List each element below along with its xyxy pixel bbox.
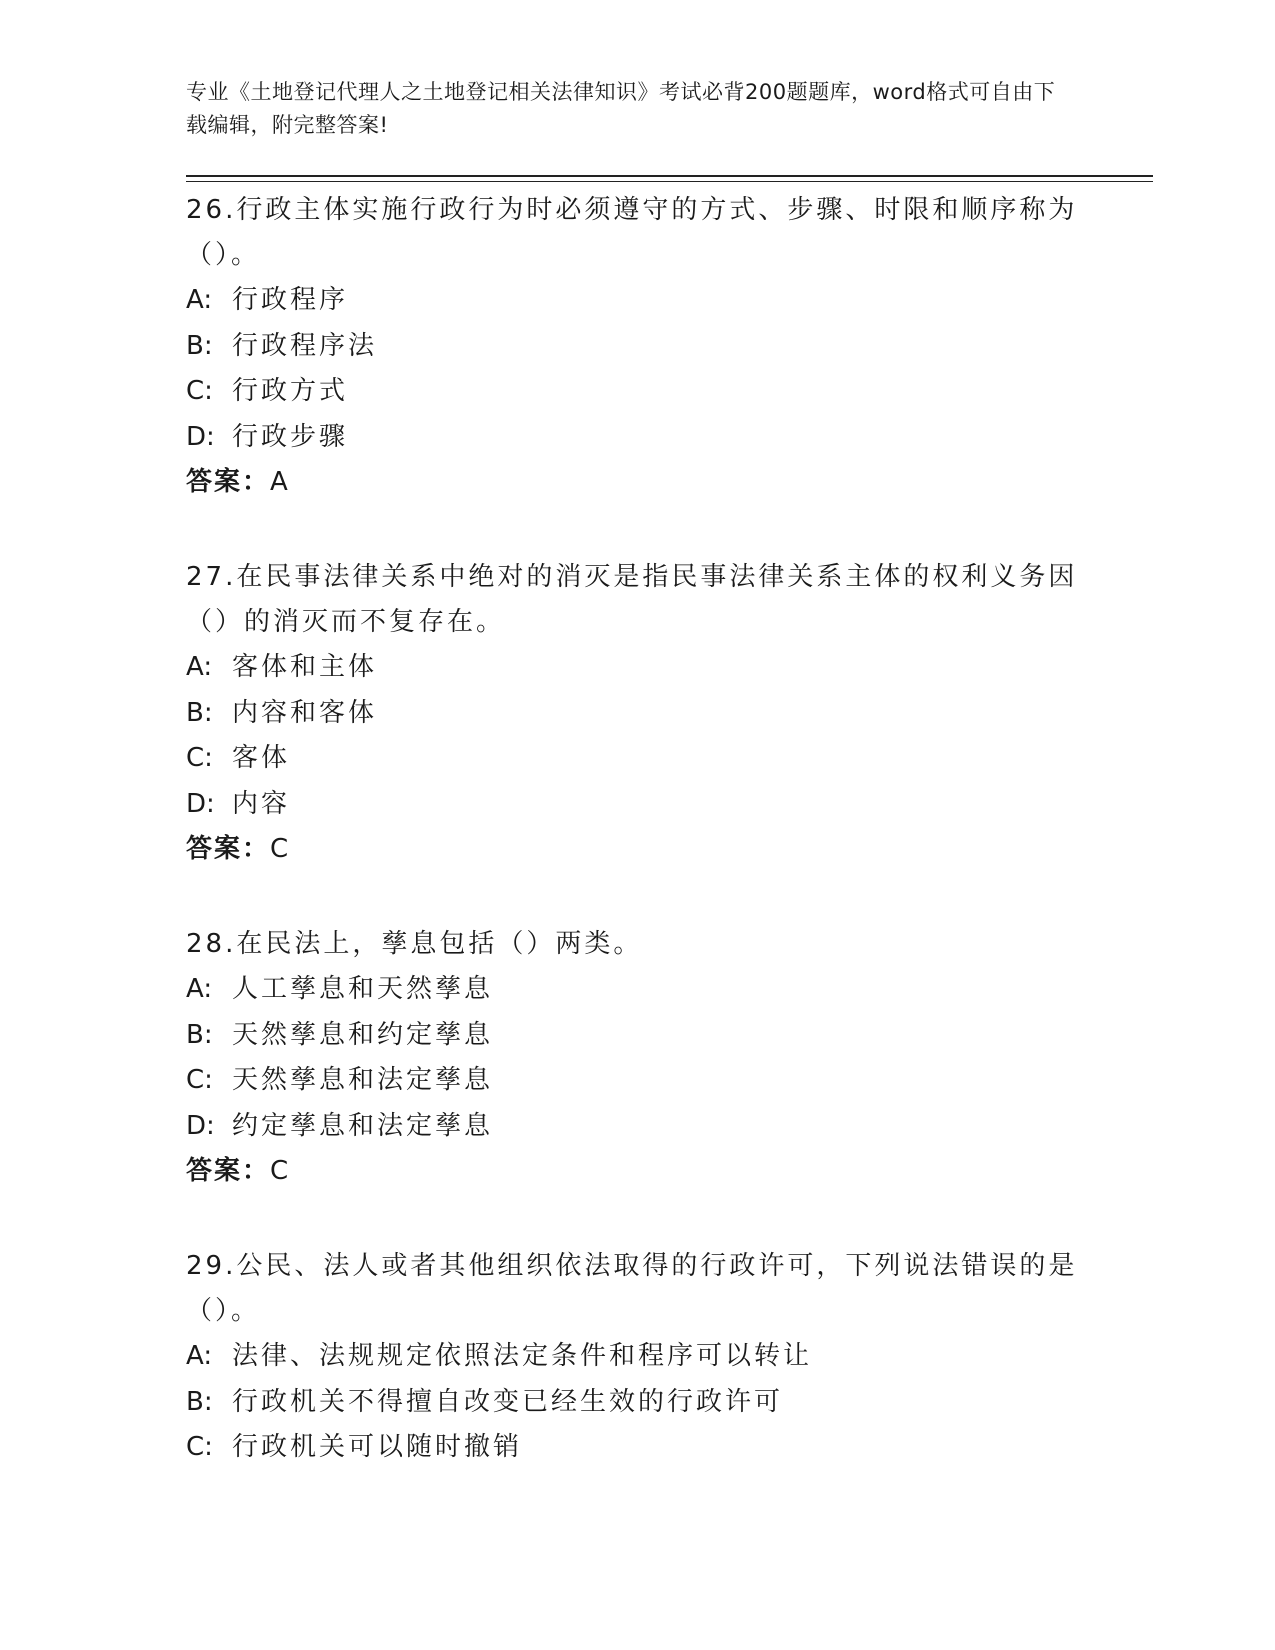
question-body: 在民事法律关系中绝对的消灭是指民事法律关系主体的权利义务因（）的消灭而不复存在。 <box>186 562 1078 637</box>
option-a <box>186 967 1086 1013</box>
option-letter: A: <box>186 652 213 682</box>
option-text: 行政程序法 <box>232 330 378 361</box>
header-divider-thick <box>186 175 1153 177</box>
question-text <box>186 188 1086 278</box>
option-text: 约定孳息和法定孳息 <box>232 1110 494 1141</box>
answer-label: 答案： <box>186 467 271 497</box>
option-c <box>186 1425 1086 1471</box>
question-text <box>186 1244 1086 1334</box>
answer-value: C <box>270 834 290 864</box>
option-letter: C: <box>186 1065 213 1095</box>
option-letter: C: <box>186 1432 213 1462</box>
question-spacer <box>186 505 1086 555</box>
answer-value: C <box>270 1156 290 1186</box>
question-spacer <box>186 872 1086 922</box>
answer-label: 答案： <box>186 1156 271 1186</box>
option-text: 客体和主体 <box>232 652 378 682</box>
question-28 <box>186 922 1086 1194</box>
option-text: 人工孳息和天然孳息 <box>232 974 494 1004</box>
question-text <box>186 922 1086 967</box>
option-letter: A: <box>186 1341 213 1371</box>
question-number: 28. <box>186 929 237 959</box>
question-spacer <box>186 1194 1086 1244</box>
option-letter: A: <box>186 285 213 315</box>
question-body: 在民法上，孳息包括（）两类。 <box>236 929 643 959</box>
option-a <box>186 278 1086 324</box>
option-text: 行政程序 <box>232 285 349 315</box>
option-b <box>186 1380 1086 1426</box>
document-header <box>186 76 1066 142</box>
option-d <box>186 1104 1086 1150</box>
question-list <box>186 188 1086 1471</box>
option-c <box>186 369 1086 415</box>
answer-label: 答案： <box>186 834 271 864</box>
question-number: 27. <box>186 562 237 592</box>
header-divider-thin <box>186 181 1153 182</box>
question-number: 26. <box>186 195 237 225</box>
option-letter: A: <box>186 974 213 1004</box>
option-text: 法律、法规规定依照法定条件和程序可以转让 <box>232 1341 813 1371</box>
answer-value: A <box>270 467 289 497</box>
option-a <box>186 1334 1086 1380</box>
option-text: 行政机关可以随时撤销 <box>232 1432 523 1462</box>
question-27 <box>186 555 1086 872</box>
option-d <box>186 415 1086 461</box>
question-29 <box>186 1244 1086 1471</box>
question-body: 公民、法人或者其他组织依法取得的行政许可，下列说法错误的是（）。 <box>186 1251 1078 1326</box>
option-letter: B: <box>186 1386 213 1417</box>
question-text <box>186 555 1086 645</box>
option-text: 行政步骤 <box>232 421 349 452</box>
question-body: 行政主体实施行政行为时必须遵守的方式、步骤、时限和顺序称为（）。 <box>186 195 1078 270</box>
header-text: 专业《土地登记代理人之土地登记相关法律知识》考试必背200题题库，word格式可自由下载编辑，附完整答案! <box>186 80 1056 137</box>
option-letter: C: <box>186 376 213 406</box>
option-letter: D: <box>186 421 215 452</box>
option-b <box>186 691 1086 737</box>
answer-line <box>186 1149 1086 1194</box>
option-letter: D: <box>186 1110 215 1141</box>
option-letter: D: <box>186 788 215 819</box>
option-c <box>186 1058 1086 1104</box>
answer-line <box>186 827 1086 872</box>
option-text: 行政方式 <box>232 376 349 406</box>
option-b <box>186 324 1086 370</box>
option-d <box>186 782 1086 828</box>
option-b <box>186 1013 1086 1059</box>
option-letter: C: <box>186 743 213 773</box>
question-26 <box>186 188 1086 505</box>
option-text: 天然孳息和约定孳息 <box>232 1019 494 1050</box>
answer-line <box>186 460 1086 505</box>
option-text: 内容和客体 <box>232 697 378 728</box>
option-a <box>186 645 1086 691</box>
option-letter: B: <box>186 330 213 361</box>
option-text: 行政机关不得擅自改变已经生效的行政许可 <box>232 1386 784 1417</box>
option-text: 内容 <box>232 788 291 819</box>
option-c <box>186 736 1086 782</box>
option-letter: B: <box>186 1019 213 1050</box>
question-number: 29. <box>186 1251 237 1281</box>
option-text: 天然孳息和法定孳息 <box>232 1065 494 1095</box>
option-letter: B: <box>186 697 213 728</box>
option-text: 客体 <box>232 743 291 773</box>
